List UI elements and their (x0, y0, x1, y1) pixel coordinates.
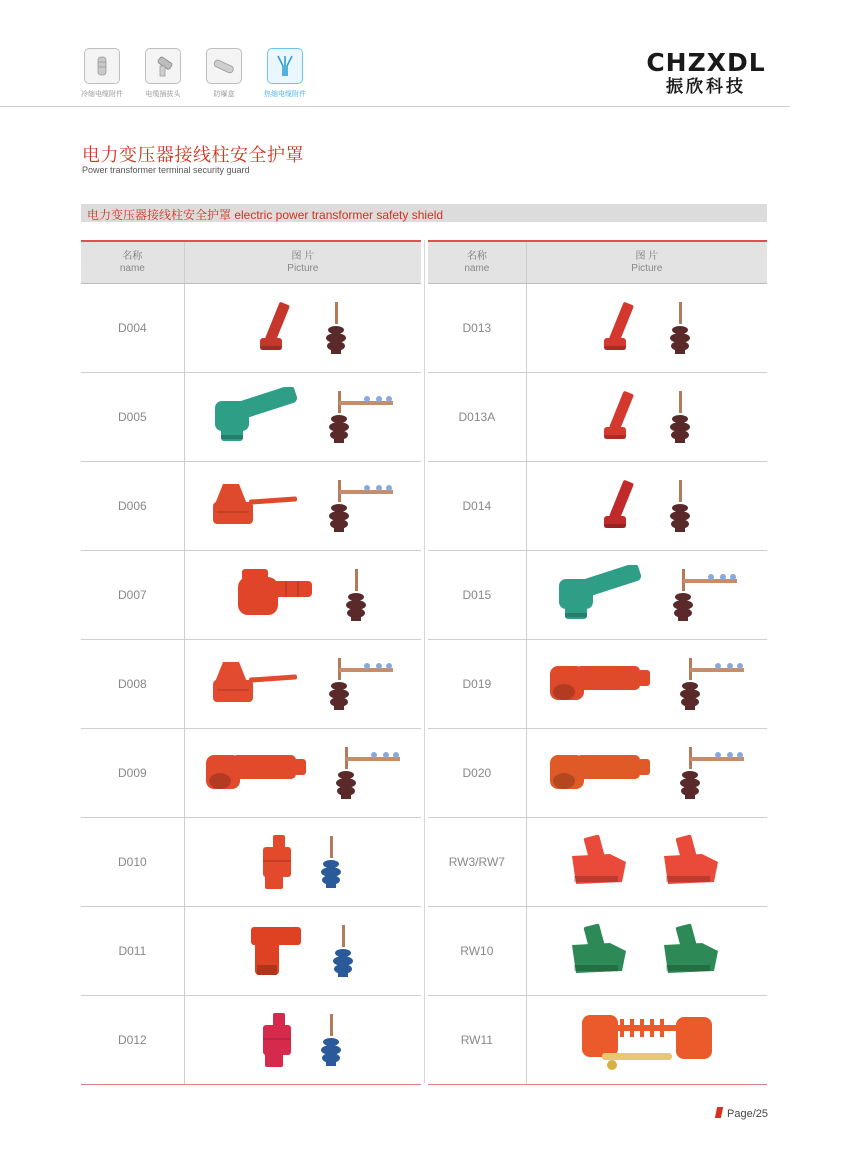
product-name: D019 (462, 677, 492, 691)
nav-item-cold-shrink[interactable] (76, 48, 128, 99)
terminal-product-image (324, 298, 354, 358)
table-row (81, 996, 421, 1085)
product-name: RW11 (460, 1033, 493, 1047)
product-pictures (184, 996, 421, 1084)
guard-product-image (245, 921, 309, 981)
cable-plug-icon (145, 48, 181, 84)
table-row (81, 373, 421, 462)
product-pictures (184, 551, 421, 639)
page-mark-icon (715, 1107, 723, 1118)
product-pictures (184, 462, 421, 550)
guard-product-image (257, 831, 297, 893)
product-name: D010 (118, 855, 147, 869)
page-title: 电力变压器接线柱安全护罩 (82, 145, 304, 165)
guard-product-image (596, 474, 646, 538)
guard-product-image (232, 565, 322, 625)
guard-product-image (566, 832, 636, 892)
product-pictures (184, 818, 421, 906)
terminal-product-image (319, 1010, 349, 1070)
guard-product-image (596, 385, 646, 449)
header-name (428, 242, 526, 283)
header-name-en: name (464, 262, 490, 274)
guard-product-image (658, 832, 728, 892)
product-name: D008 (118, 677, 147, 691)
nav-item-heat-shrink[interactable] (259, 48, 311, 99)
terminal-product-image (327, 387, 397, 447)
nav-label: 电缆插拔头 (145, 91, 181, 98)
product-name: D012 (118, 1033, 147, 1047)
table-body (81, 284, 421, 1085)
header-picture (184, 242, 421, 283)
table-row (81, 640, 421, 729)
table-row (428, 373, 767, 462)
product-name: D009 (118, 766, 147, 780)
table-row (428, 907, 767, 996)
table-row (428, 284, 767, 373)
product-pictures (526, 551, 767, 639)
guard-product-image (252, 296, 302, 360)
terminal-product-image (668, 387, 698, 447)
product-name: D004 (118, 321, 147, 335)
table-row (428, 551, 767, 640)
logo-text-en: CHZXDL (646, 48, 766, 77)
category-nav (76, 48, 311, 99)
product-name: D014 (462, 499, 492, 513)
guard-product-image (596, 296, 646, 360)
product-pictures (184, 373, 421, 461)
nav-item-cable-plug[interactable] (137, 48, 189, 99)
product-name: D005 (118, 410, 147, 424)
nav-label: 冷缩电缆附件 (81, 91, 123, 98)
table-header (428, 242, 767, 284)
nav-item-explosion-box[interactable] (198, 48, 250, 99)
product-name: RW10 (460, 944, 494, 958)
terminal-product-image (678, 654, 748, 714)
product-table-right (428, 240, 767, 1085)
terminal-product-image (671, 565, 741, 625)
header-picture-en: Picture (631, 262, 663, 274)
table-row (428, 996, 767, 1085)
header-picture-cn: 图 片 (635, 250, 659, 262)
brand-logo (644, 50, 768, 98)
terminal-product-image (678, 743, 748, 803)
guard-product-image (546, 745, 656, 801)
nav-label: 防爆盒 (213, 91, 235, 98)
table-row (428, 818, 767, 907)
product-name: D006 (118, 499, 147, 513)
terminal-product-image (331, 921, 361, 981)
header-name-cn: 名称 (122, 250, 143, 262)
product-pictures (526, 284, 767, 372)
cold-shrink-icon (84, 48, 120, 84)
logo-text-cn: 振欣科技 (666, 77, 746, 96)
product-pictures (526, 996, 767, 1084)
table-row (81, 551, 421, 640)
table-row (81, 729, 421, 818)
table-body (428, 284, 767, 1085)
page-subtitle: Power transformer terminal security guard (82, 165, 250, 175)
table-row (81, 462, 421, 551)
table-header (81, 242, 421, 284)
guard-product-image (209, 387, 305, 447)
terminal-product-image (334, 743, 404, 803)
product-table-left (81, 240, 421, 1085)
header-picture (526, 242, 767, 283)
product-pictures (184, 640, 421, 728)
page-number-text: Page/25 (727, 1108, 768, 1120)
terminal-product-image (668, 476, 698, 536)
product-pictures (184, 729, 421, 817)
guard-product-image (546, 656, 656, 712)
guard-product-image (257, 1009, 297, 1071)
terminal-product-image (344, 565, 374, 625)
header-picture-cn: 图 片 (291, 250, 315, 262)
product-pictures (526, 818, 767, 906)
product-pictures (526, 729, 767, 817)
guard-product-image (566, 921, 636, 981)
terminal-product-image (327, 654, 397, 714)
column-divider (424, 240, 425, 1083)
section-band-text: 电力变压器接线柱安全护罩 electric power transformer safety shield (87, 208, 444, 222)
product-pictures (184, 907, 421, 995)
header-name (81, 242, 184, 283)
terminal-product-image (319, 832, 349, 892)
heat-shrink-icon (267, 48, 303, 84)
product-name: D011 (118, 944, 147, 958)
guard-product-image (209, 656, 305, 712)
product-pictures (526, 462, 767, 550)
table-row (81, 284, 421, 373)
product-pictures (526, 373, 767, 461)
product-name: D020 (462, 766, 492, 780)
product-name: D013A (458, 410, 496, 424)
guard-product-image (209, 478, 305, 534)
table-row (428, 462, 767, 551)
guard-product-image (572, 1005, 722, 1075)
nav-label: 热缩电缆附件 (264, 91, 306, 98)
product-name: D013 (462, 321, 492, 335)
table-row (428, 729, 767, 818)
page-number (716, 1107, 768, 1120)
header-name-en: name (119, 262, 145, 274)
guard-product-image (658, 921, 728, 981)
guard-product-image (553, 565, 649, 625)
product-name: D007 (118, 588, 147, 602)
table-row (428, 640, 767, 729)
table-row (81, 907, 421, 996)
header-name-cn: 名称 (466, 250, 487, 262)
product-pictures (526, 907, 767, 995)
header-picture-en: Picture (287, 262, 319, 274)
guard-product-image (202, 745, 312, 801)
product-name: D015 (462, 588, 492, 602)
terminal-product-image (668, 298, 698, 358)
product-pictures (184, 284, 421, 372)
product-pictures (526, 640, 767, 728)
product-name: RW3/RW7 (448, 855, 505, 869)
explosion-box-icon (206, 48, 242, 84)
table-row (81, 818, 421, 907)
header-divider (0, 106, 790, 107)
section-band (81, 204, 767, 222)
terminal-product-image (327, 476, 397, 536)
